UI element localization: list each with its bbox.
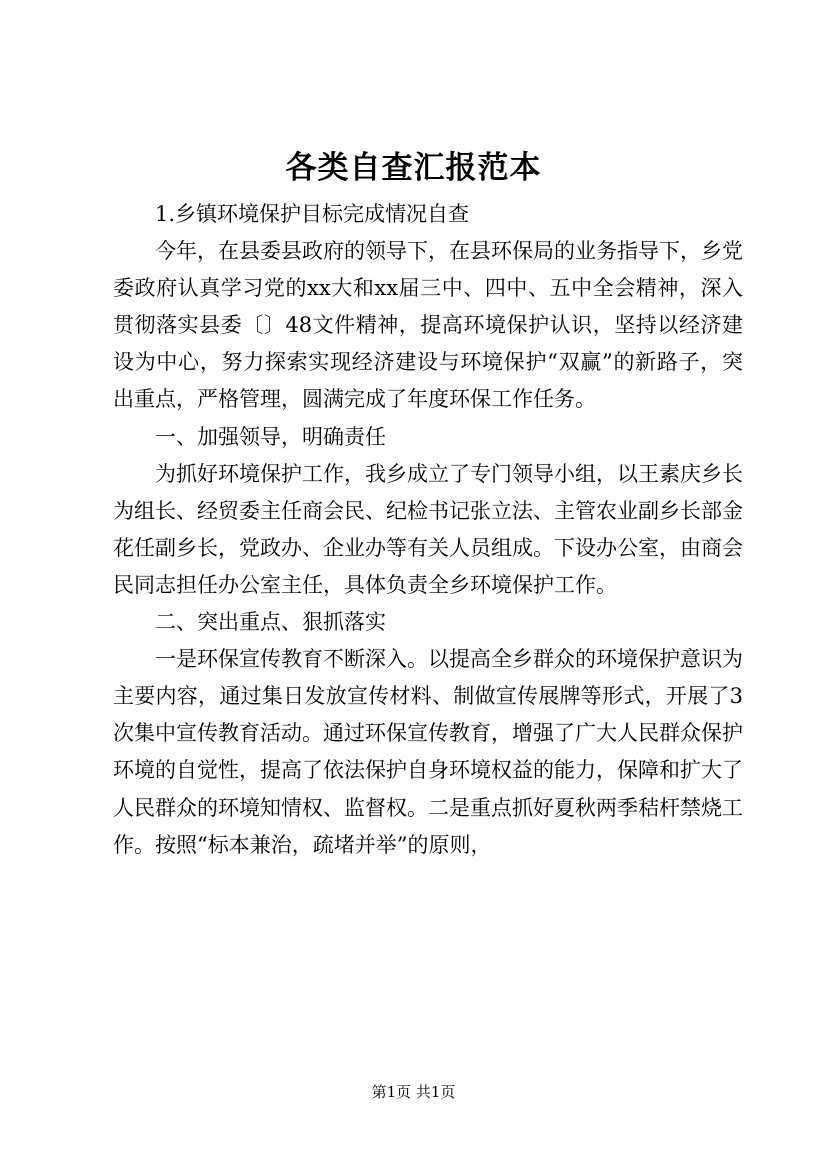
document-title: 各类自查汇报范本	[285, 150, 542, 186]
section-heading-1: 1.乡镇环境保护目标完成情况自查	[155, 202, 470, 226]
paragraph-3: 一是环保宣传教育不断深入。以提高全乡群众的环境保护意识为主要内容，通过集日发放宣传材料、制做宣传展牌等形式，开展了3次集中宣传教育活动。通过环保宣传教育，增强了广大人民群众保护环境的自觉性，提高了依法保护自身环境权益的能力，保障和扩大了人民群众的环境知情权、监督权。二是重点抓好夏秋两季秸杆禁烧工作。按照“标本兼治，疏堵并举”的原则，	[113, 647, 743, 857]
section-heading-2: 一、加强领导，明确责任	[155, 424, 386, 449]
page-footer: 第1页 共1页	[371, 1083, 456, 1101]
paragraph-1: 今年，在县委县政府的领导下，在县环保局的业务指导下，乡党委政府认真学习党的xx大和xx届三中、四中、五中全会精神，深入贯彻落实县委〔〕48文件精神，提高环境保护认识，坚持以经济建设为中心，努力探索实现经济建设与环境保护“双赢”的新路子，突出重点，严格管理，圆满完成了年度环保工作任务。	[113, 239, 743, 412]
paragraph-2: 为抓好环境保护工作，我乡成立了专门领导小组，以王素庆乡长为组长、经贸委主任商会民、纪检书记张立法、主管农业副乡长部金花任副乡长，党政办、企业办等有关人员组成。下设办公室，由商会民同志担任办公室主任，具体负责全乡环境保护工作。	[113, 461, 743, 597]
section-heading-3: 二、突出重点、狠抓落实	[155, 610, 386, 635]
document-body	[113, 196, 743, 864]
